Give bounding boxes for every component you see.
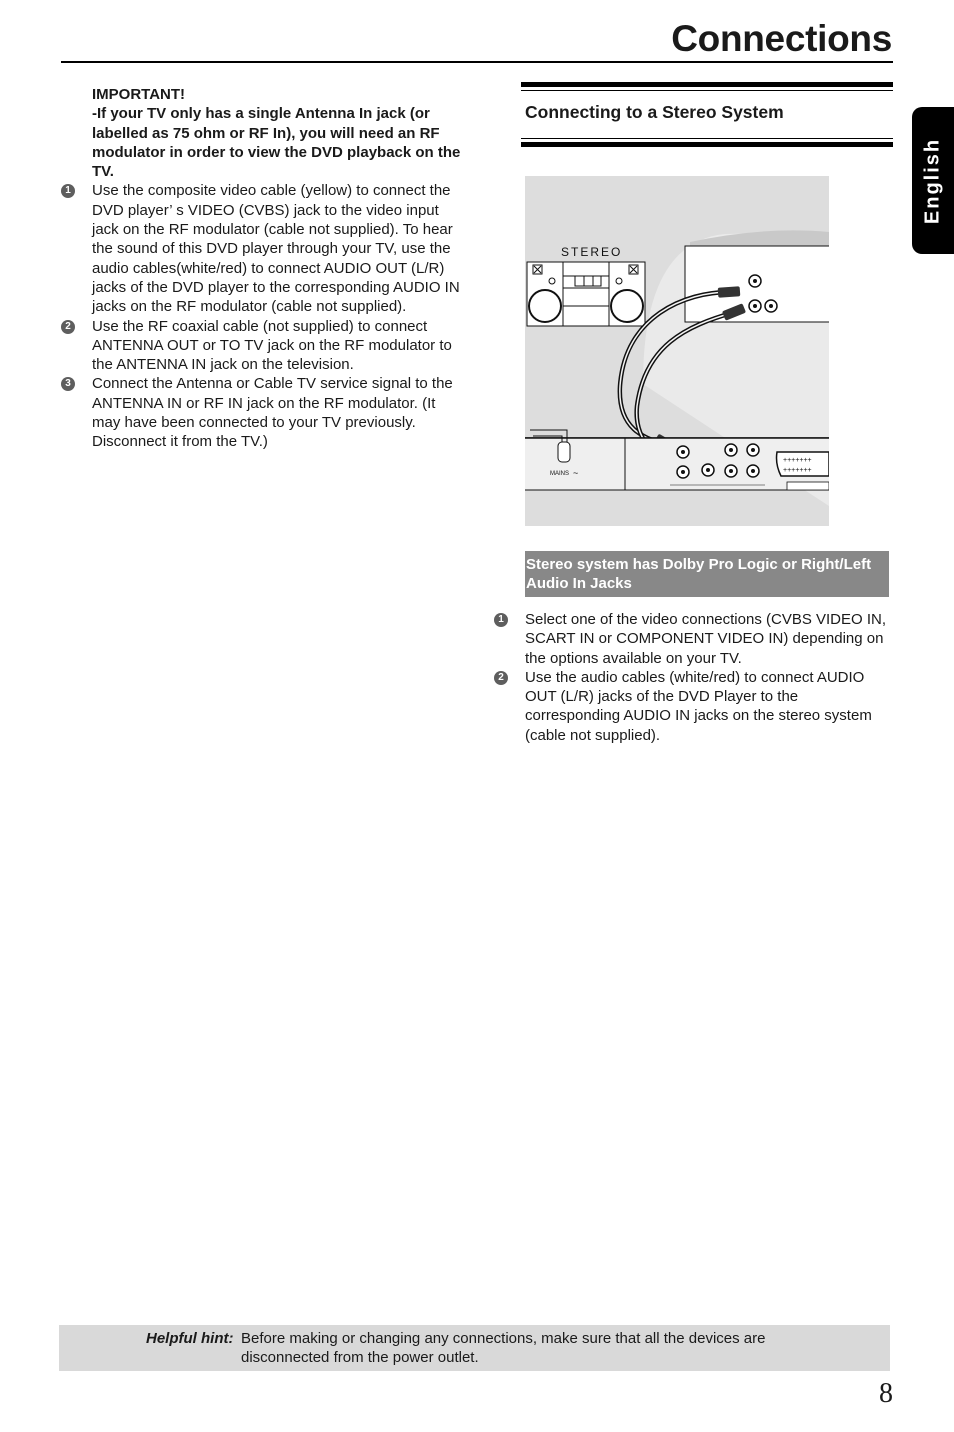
stereo-rear-panel	[685, 246, 829, 322]
left-column	[65, 85, 464, 452]
step-number-badge: 1	[61, 184, 75, 198]
step-text: Connect the Antenna or Cable TV service signal to the ANTENNA IN or RF IN jack on the RF modulator. (It may have been connected to your TV previously. Disconnect it from the TV.)	[92, 375, 453, 451]
svg-text:+++++++: +++++++	[783, 457, 812, 464]
important-heading: IMPORTANT!	[92, 86, 186, 103]
hint-text: Before making or changing any connections, make sure that all the devices are disconnected from the power outlet.	[241, 1330, 766, 1367]
connection-diagram	[525, 176, 829, 526]
subheading: Stereo system has Dolby Pro Logic or Right/Left Audio In Jacks	[525, 551, 889, 597]
important-text: -If your TV only has a single Antenna In jack (or labelled as 75 ohm or RF In), you will need an RF modulator in order to view the DVD playback on the TV.	[92, 105, 461, 181]
step-number-badge: 2	[494, 671, 508, 685]
step-number-badge: 3	[61, 377, 75, 391]
section-rule-top	[521, 82, 893, 91]
language-tab	[912, 107, 954, 254]
list-item	[65, 317, 464, 375]
step-text: Use the RF coaxial cable (not supplied) to connect ANTENNA OUT or TO TV jack on the RF modulator to the ANTENNA IN jack on the television.	[92, 317, 452, 374]
step-number-badge: 2	[61, 320, 75, 334]
step-text: Select one of the video connections (CVBS VIDEO IN, SCART IN or COMPONENT VIDEO IN) depending on the options available on your TV.	[525, 611, 887, 667]
hint-label: Helpful hint:	[146, 1330, 234, 1347]
list-item	[65, 181, 464, 316]
mains-label: MAINS	[550, 471, 570, 477]
svg-text:~: ~	[573, 468, 579, 478]
page-title: Connections	[671, 18, 892, 59]
helpful-hint-box	[59, 1325, 890, 1371]
section-title: Connecting to a Stereo System	[525, 102, 784, 122]
step-text: Use the audio cables (white/red) to connect AUDIO OUT (L/R) jacks of the DVD Player to the corresponding AUDIO IN jacks on the stereo system (cable not supplied).	[525, 668, 872, 744]
left-steps-list	[65, 181, 464, 451]
dvd-player-rear-panel	[525, 430, 829, 490]
stereo-label: STEREO	[561, 245, 623, 259]
language-tab-label: English	[921, 137, 944, 224]
step-number-badge: 1	[494, 613, 508, 627]
section-rule-bottom	[521, 138, 893, 147]
svg-text:+++++++: +++++++	[783, 467, 812, 474]
list-item	[498, 668, 893, 745]
title-rule	[61, 61, 893, 63]
list-item	[498, 610, 893, 668]
list-item	[65, 374, 464, 451]
step-text: Use the composite video cable (yellow) to connect the DVD player’ s VIDEO (CVBS) jack to the video input jack on the RF modulator (cable not supplied). To hear the sound of this DVD player through your TV, use the audio cables(white/red) to connect AUDIO OUT (L/R) jacks of the DVD player to the corresponding AUDIO IN jacks on the RF modulator (cable not supplied).	[92, 182, 460, 316]
stereo-illustration	[527, 245, 645, 326]
page-number: 8	[879, 1378, 893, 1409]
right-column	[498, 610, 893, 745]
